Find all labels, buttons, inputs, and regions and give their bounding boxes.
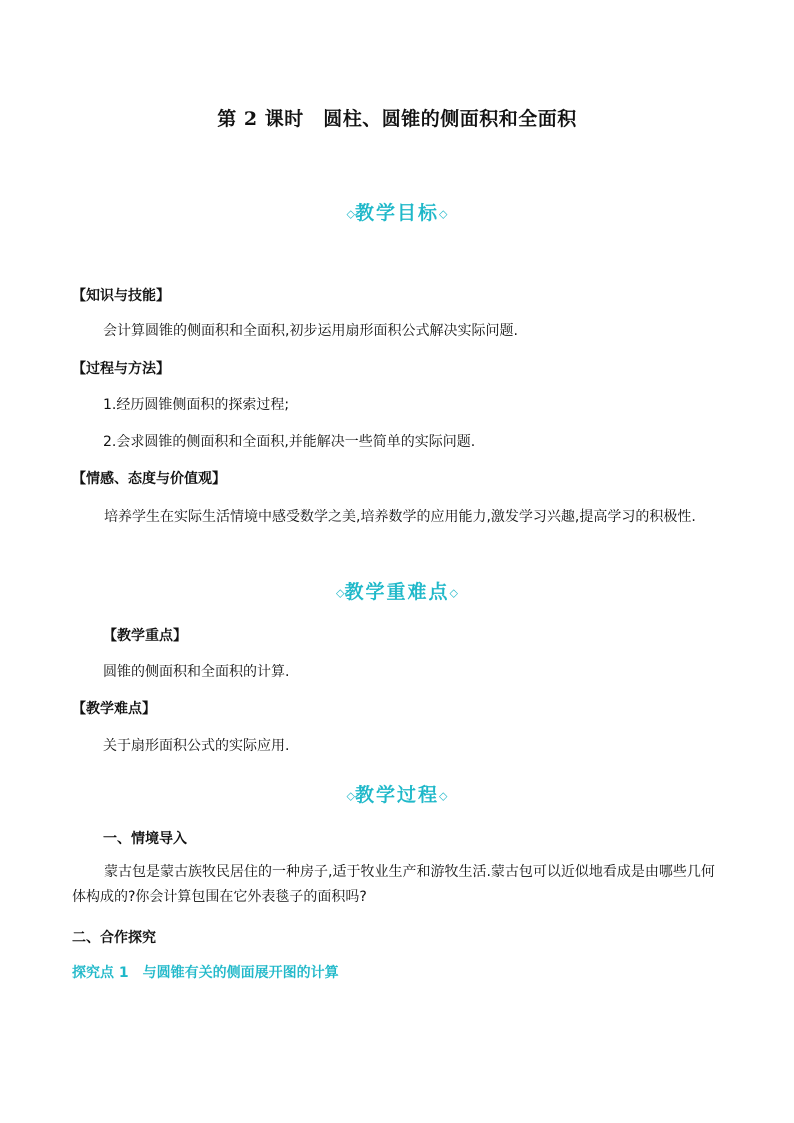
process-item-2: 2.会求圆锥的侧面积和全面积,并能解决一些简单的实际问题.: [103, 434, 476, 450]
knowledge-label: 【知识与技能】: [72, 288, 170, 304]
section-heading-process: [0, 780, 794, 807]
step1-label: 一、情境导入: [103, 831, 187, 847]
diamond-right-icon: ◇: [439, 789, 448, 803]
step1-text: 蒙古包是蒙古族牧民居住的一种房子,适于牧业生产和游牧生活.蒙古包可以近似地看成是由哪些几何体构成的?你会计算包围在它外表毯子的面积吗?: [72, 864, 715, 905]
difficulty-label: 【教学难点】: [72, 701, 156, 717]
section-heading-goals-text: 教学目标: [354, 202, 439, 224]
difficulty-text: 关于扇形面积公式的实际应用.: [103, 738, 290, 754]
section-heading-key-points: [0, 577, 794, 604]
probe-point-1: 探究点 1 与圆锥有关的侧面展开图的计算: [72, 965, 339, 981]
section-heading-key-points-text: 教学重难点: [344, 581, 450, 603]
page-title: 第 2 课时 圆柱、圆锥的侧面积和全面积: [217, 108, 577, 130]
diamond-right-icon: ◇: [449, 586, 458, 600]
section-heading-goals: [0, 198, 794, 225]
diamond-right-icon: ◇: [439, 207, 448, 221]
knowledge-text: 会计算圆锥的侧面积和全面积,初步运用扇形面积公式解决实际问题.: [103, 323, 518, 339]
process-item-1: 1.经历圆锥侧面积的探索过程;: [103, 397, 290, 413]
section-heading-process-text: 教学过程: [354, 784, 439, 806]
diamond-left-icon: ◇: [346, 789, 355, 803]
process-method-label: 【过程与方法】: [72, 361, 170, 377]
step2-label: 二、合作探究: [72, 930, 156, 946]
emotion-text: 培养学生在实际生活情境中感受数学之美,培养数学的应用能力,激发学习兴趣,提高学习的积极性.: [104, 509, 696, 525]
diamond-left-icon: ◇: [336, 586, 345, 600]
emotion-label: 【情感、态度与价值观】: [72, 471, 226, 487]
focus-label: 【教学重点】: [103, 628, 187, 644]
diamond-left-icon: ◇: [346, 207, 355, 221]
focus-text: 圆锥的侧面积和全面积的计算.: [103, 664, 290, 680]
